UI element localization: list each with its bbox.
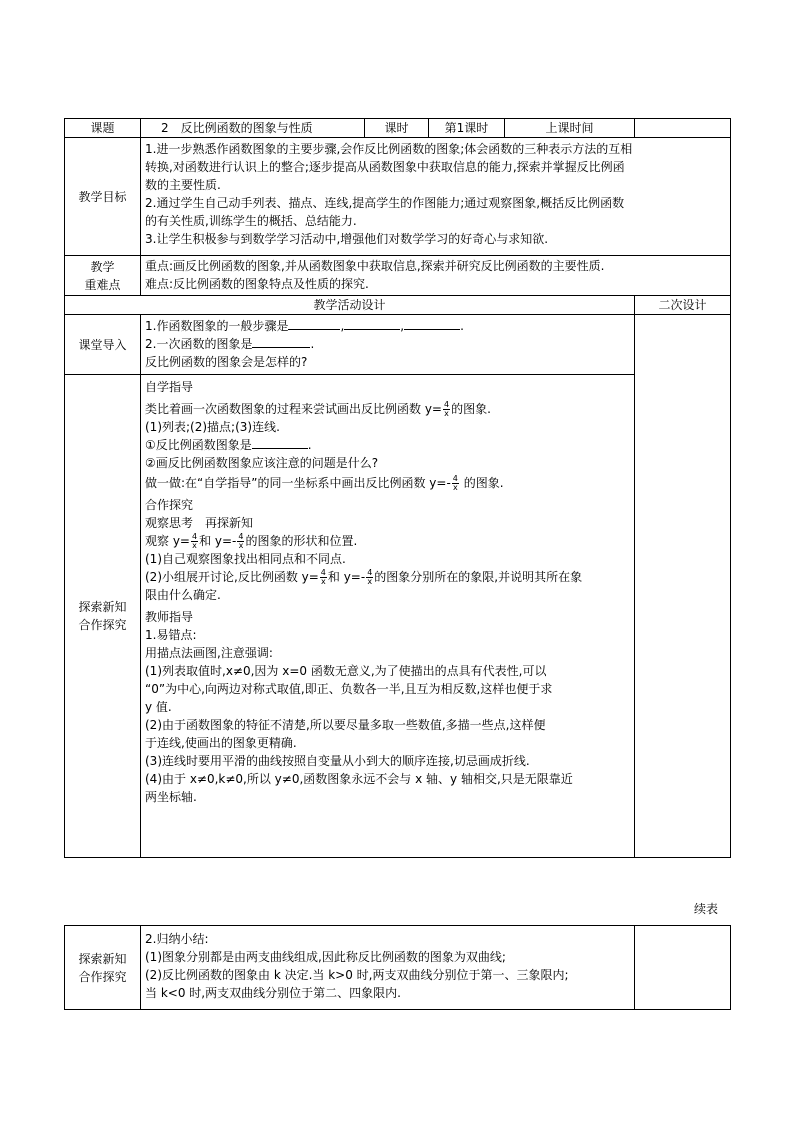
objectives-row: [65, 138, 731, 256]
explore-label-line1: 探索新知: [78, 600, 127, 614]
difficult-point: 难点:反比例函数的图象特点及性质的探究.: [145, 277, 369, 291]
lesson-plan-table: [64, 118, 731, 858]
intro-line-3: 反比例函数的图象会是怎样的?: [145, 355, 308, 369]
objective-line: 2.通过学生自己动手列表、描点、连线,提高学生的作图能力;通过观察图象,概括反比例函数: [145, 196, 625, 210]
period-value: 第1课时: [429, 119, 505, 138]
summary-content: [141, 926, 635, 1010]
summary-row: [65, 926, 731, 1010]
design-header-row: [65, 296, 731, 315]
question-2: ②画反比例函数图象应该注意的问题是什么?: [145, 456, 379, 470]
summary-label-line1: 探索新知: [78, 951, 127, 966]
teacher-guidance-title: 教师指导: [145, 610, 194, 624]
error-item: (2)由于函数图象的特征不清楚,所以要尽量多取一些数值,多描一些点,这样便: [145, 718, 546, 732]
period-label: 课时: [365, 119, 429, 138]
intro-row: [65, 315, 731, 375]
fraction: $\frac{4}{x}$: [191, 532, 198, 550]
fraction: $\frac{4}{x}$: [443, 400, 450, 418]
fraction: $\frac{4}{x}$: [452, 474, 458, 492]
fraction: $\frac{4}{x}$: [320, 568, 326, 586]
continued-table: [64, 925, 731, 1010]
fraction: $\frac{4}{x}$: [238, 532, 244, 550]
intro-label: 课堂导入: [65, 315, 141, 375]
observe-item-1: (1)自己观察图象找出相同点和不同点.: [145, 552, 346, 566]
second-design-header: 二次设计: [635, 296, 731, 315]
objective-line: 1.进一步熟悉作函数图象的主要步骤,会作反比例函数的图象;体会函数的三种表示方法的互相: [145, 142, 633, 156]
summary-label: [65, 926, 141, 1010]
answer-blank: [288, 317, 340, 330]
second-design-cell: [635, 926, 731, 1010]
steps-line: (1)列表;(2)描点;(3)连线.: [145, 420, 280, 434]
key-points-label-line1: 教学: [90, 259, 115, 274]
objective-line: 转换,对函数进行认识上的整合;逐步提高从函数图象中获取信息的能力,探索并掌握反比例函: [145, 160, 625, 174]
self-study-title: 自学指导: [145, 380, 194, 394]
observe-line: 观察 y= $\frac{4}{x}$ 和 y=- $\frac{4}{x}$ 的图象的形状和位置.: [145, 532, 358, 550]
summary-label-line2: 合作探究: [78, 969, 127, 984]
continued-label: 续表: [694, 902, 719, 916]
error-intro: 用描点法画图,注意强调:: [145, 646, 273, 660]
error-item: “0”为中心,向两边对称式取值,即正、负数各一半,且互为相反数,这样也便于求: [145, 682, 553, 696]
summary-title: 2.归纳小结:: [145, 932, 209, 946]
fraction: $\frac{4}{x}$: [367, 568, 373, 586]
header-row: [65, 119, 731, 138]
self-study-line: 类比着画一次函数图象的过程来尝试画出反比例函数 y= $\frac{4}{x}$ 的图象.: [145, 400, 491, 418]
error-item: 两坐标轴.: [145, 790, 197, 804]
key-points-content: [141, 256, 731, 296]
objective-line: 的有关性质,训练学生的概括、总结能力.: [145, 214, 357, 228]
key-points-label-line2: 重难点: [84, 277, 121, 292]
second-design-cell: [635, 315, 731, 858]
summary-line: (2)反比例函数的图象由 k 决定.当 k>0 时,两支双曲线分别位于第一、三象限内;: [145, 968, 569, 982]
topic-value: 2 反比例函数的图象与性质: [141, 119, 365, 138]
error-item: (1)列表取值时,x≠0,因为 x=0 函数无意义,为了使描出的点具有代表性,可以: [145, 664, 547, 678]
key-point: 重点:画反比例函数的图象,并从函数图象中获取信息,探索并研究反比例函数的主要性质.: [145, 259, 605, 273]
error-item: y 值.: [145, 700, 172, 714]
objective-line: 3.让学生积极参与到数学学习活动中,增强他们对数学学习的好奇心与求知欲.: [145, 232, 549, 246]
explore-content: [141, 375, 635, 858]
summary-line: 当 k<0 时,两支双曲线分别位于第二、四象限内.: [145, 986, 401, 1000]
question-1: ①反比例函数图象是 .: [145, 438, 312, 452]
error-item: (3)连线时要用平滑的曲线按照自变量从小到大的顺序连接,切忌画成折线.: [145, 754, 530, 768]
time-label: 上课时间: [505, 119, 635, 138]
error-item: (4)由于 x≠0,k≠0,所以 y≠0,函数图象永远不会与 x 轴、y 轴相交,只是无限靠近: [145, 772, 573, 786]
objective-line: 数的主要性质.: [145, 178, 221, 192]
observe-item-2: (2)小组展开讨论,反比例函数 y= $\frac{4}{x}$ 和 y=- $\frac{4}{x}$ 的图象分别所在的象限,并说明其所在象: [145, 568, 583, 586]
key-points-row: [65, 256, 731, 296]
activity-design-header: 教学活动设计: [65, 296, 635, 315]
intro-line-1: 1.作函数图象的一般步骤是 , , .: [145, 319, 464, 333]
objectives-label: 教学目标: [65, 138, 141, 256]
error-item: 于连线,使画出的图象更精确.: [145, 736, 297, 750]
key-points-label: [65, 256, 141, 296]
intro-line-2: 2.一次函数的图象是 .: [145, 337, 315, 351]
objectives-content: [141, 138, 731, 256]
error-points-title: 1.易错点:: [145, 628, 197, 642]
answer-blank: [252, 335, 310, 348]
explore-label: [65, 375, 141, 858]
answer-blank: [404, 317, 460, 330]
observe-item-2-cont: 限由什么确定.: [145, 588, 221, 602]
topic-label: 课题: [65, 119, 141, 138]
explore-label-line2: 合作探究: [78, 618, 127, 632]
summary-line: (1)图象分别都是由两支曲线组成,因此称反比例函数的图象为双曲线;: [145, 950, 506, 964]
answer-blank: [252, 436, 308, 449]
intro-content: [141, 315, 635, 375]
time-value: [635, 119, 731, 138]
cooperation-title: 合作探究: [145, 498, 194, 512]
explore-row: [65, 375, 731, 858]
observe-title: 观察思考 再探新知: [145, 516, 254, 530]
try-line: 做一做:在“自学指导”的同一坐标系中画出反比例函数 y=- $\frac{4}{x}$ 的图象.: [145, 474, 504, 492]
answer-blank: [344, 317, 400, 330]
